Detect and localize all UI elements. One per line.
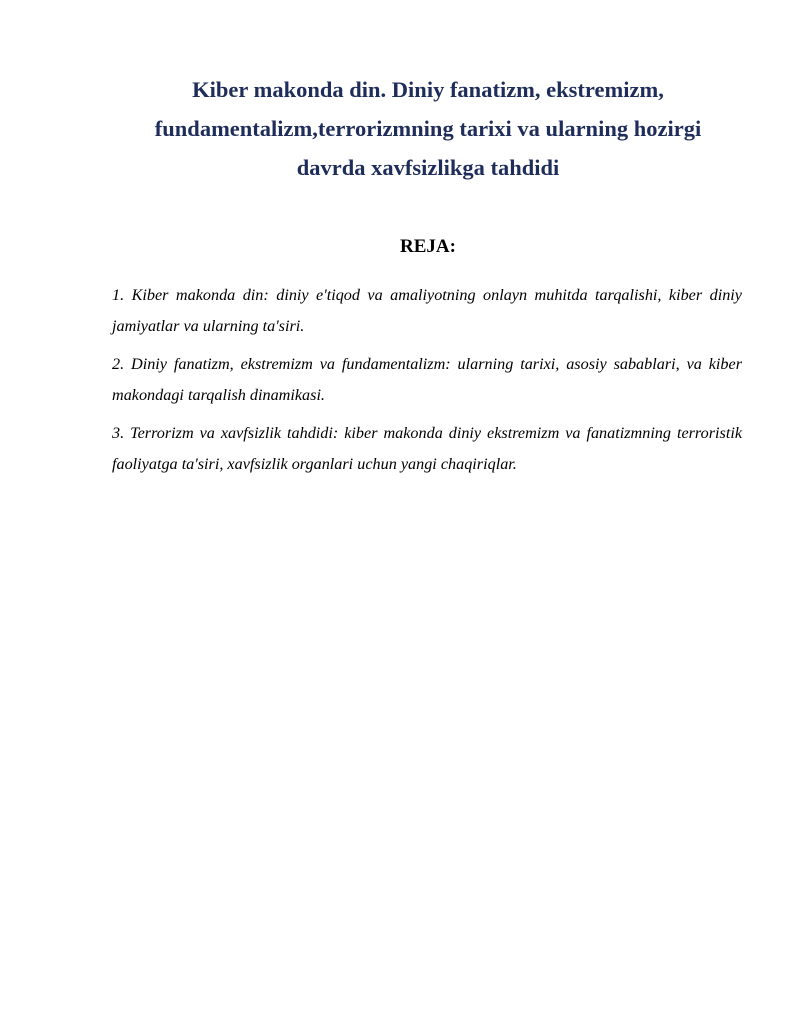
plan-item: 1. Kiber makonda din: diniy e'tiqod va amaliyotning onlayn muhitda tarqalishi, kiber diniy jamiyatlar va ularning ta'siri.: [112, 286, 742, 335]
document-title-line: davrda xavfsizlikga tahdidi: [296, 155, 560, 180]
document-title-line: Kiber makonda din. Diniy fanatizm, ekstremizm,: [192, 77, 664, 102]
document-title: [110, 70, 746, 187]
plan-list: [112, 280, 742, 487]
plan-item: 3. Terrorizm va xavfsizlik tahdidi: kiber makonda diniy ekstremizm va fanatizmning terroristik faoliyatga ta'siri, xavfsizlik organlari uchun yangi chaqiriqlar.: [112, 424, 742, 473]
document-title-line: fundamentalizm,terrorizmning tarixi va ularning hozirgi: [154, 116, 702, 141]
plan-item: 2. Diniy fanatizm, ekstremizm va fundamentalizm: ularning tarixi, asosiy sabablari, va kiber makondagi tarqalish dinamikasi.: [112, 355, 742, 404]
plan-heading: REJA:: [400, 236, 456, 257]
